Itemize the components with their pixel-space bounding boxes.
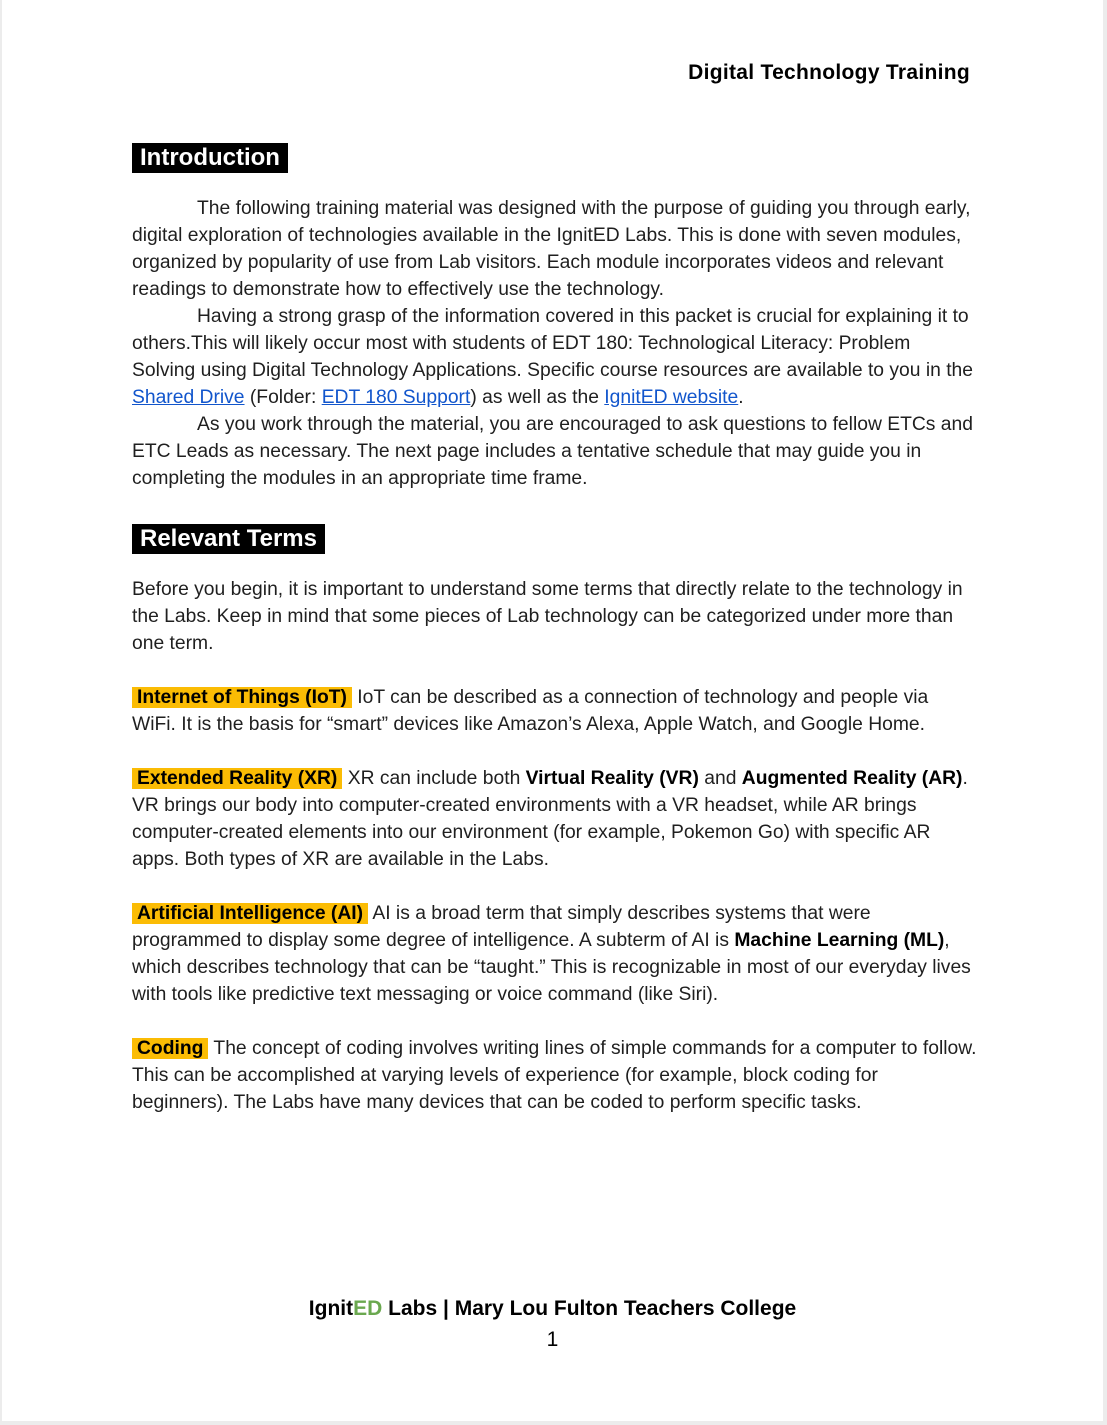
term-text-iot: IoT can be described as a connection of technology and people via WiFi. It is the basis for “smart” devices like Amazon’s Alexa, Apple Watch, and Google Home.	[132, 687, 929, 735]
term-iot	[132, 684, 977, 738]
term-coding	[132, 1035, 977, 1116]
term-text-ai-1: AI is a broad term that simply describes systems that were programmed to display some degree of intelligence. A subterm of AI is	[132, 903, 871, 951]
term-xr	[132, 765, 977, 873]
intro-paragraph-2	[132, 303, 977, 411]
term-bold-vr: Virtual Reality (VR)	[525, 768, 699, 789]
term-text-xr-1: XR can include both	[342, 768, 526, 789]
footer-brand-ignit: Ignit	[308, 1297, 354, 1320]
intro-p2-end: .	[738, 387, 744, 408]
footer-brand-line	[2, 1297, 1103, 1321]
introduction-section	[132, 195, 977, 492]
relevant-terms-heading: Relevant Terms	[132, 524, 325, 554]
intro-p2-mid2: ) as well as the	[470, 387, 605, 408]
intro-p2-mid1: (Folder:	[244, 387, 322, 408]
document-page	[2, 0, 1103, 1421]
page-number: 1	[546, 1328, 559, 1351]
term-text-ai-2: , which describes technology that can be “taught.” This is recognizable in most of our everyday lives with tools like predictive text messaging or voice command (like Siri).	[132, 930, 971, 1005]
term-label-ai: Artificial Intelligence (AI)	[132, 903, 368, 924]
term-label-iot: Internet of Things (IoT)	[132, 687, 352, 708]
term-ai	[132, 900, 977, 1008]
shared-drive-link[interactable]: Shared Drive	[132, 387, 245, 408]
introduction-heading: Introduction	[132, 143, 288, 173]
intro-paragraph-1: The following training material was designed with the purpose of guiding you through early, digital exploration of technologies available in the IgnitED Labs. This is done with seven modules, organized by popularity of use from Lab visitors. Each module incorporates videos and relevant readings to demonstrate how to effectively use the technology.	[132, 198, 971, 300]
footer-brand-ed: ED	[353, 1297, 383, 1320]
term-text-xr-3: . VR brings our body into computer-created environments with a VR headset, while AR brings computer-created elements into our environment (for example, Pokemon Go) with specific AR apps. Both types of XR are available in the Labs.	[132, 768, 968, 870]
document-body	[132, 143, 977, 1116]
term-bold-ar: Augmented Reality (AR)	[741, 768, 963, 789]
term-text-xr-2: and	[698, 768, 742, 789]
relevant-terms-intro: Before you begin, it is important to understand some terms that directly relate to the technology in the Labs. Keep in mind that some pieces of Lab technology can be categorized under more than one term.	[132, 579, 963, 654]
term-label-xr: Extended Reality (XR)	[132, 768, 342, 789]
term-label-coding: Coding	[132, 1038, 208, 1059]
ignited-website-link[interactable]: IgnitED website	[604, 387, 739, 408]
edt-180-support-link[interactable]: EDT 180 Support	[321, 387, 471, 408]
footer-brand-rest: Labs | Mary Lou Fulton Teachers College	[382, 1297, 797, 1320]
intro-p2-text: Having a strong grasp of the information covered in this packet is crucial for explaining it to others.This will likely occur most with students of EDT 180: Technological Literacy: Problem Solving using Digital Technology Applications. Specific course resources are available to you in the	[132, 306, 974, 381]
header-title: Digital Technology Training	[688, 61, 970, 84]
relevant-terms-heading-wrap	[132, 524, 977, 554]
intro-paragraph-3: As you work through the material, you are encouraged to ask questions to fellow ETCs and ETC Leads as necessary. The next page includes a tentative schedule that may guide you in completing the modules in an appropriate time frame.	[132, 414, 973, 489]
term-bold-ml: Machine Learning (ML)	[734, 930, 945, 951]
term-text-coding: The concept of coding involves writing lines of simple commands for a computer to follow. This can be accomplished at varying levels of experience (for example, block coding for beginners). The Labs have many devices that can be coded to perform specific tasks.	[132, 1038, 977, 1113]
